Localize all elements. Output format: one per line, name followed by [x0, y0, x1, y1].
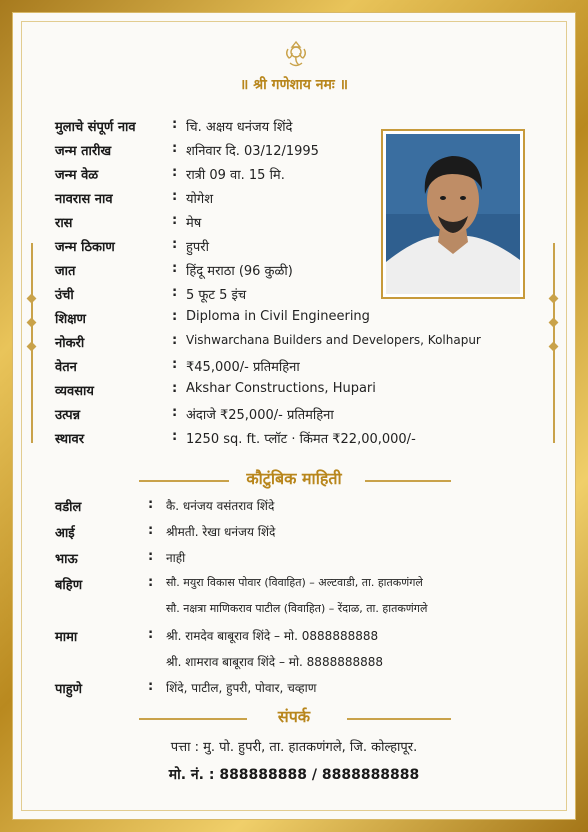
- address-text: पत्ता : मु. पो. हुपरी, ता. हातकणंगले, जि. कोल्हापूर.: [170, 740, 418, 755]
- family-value: शिंदे, पाटील, हुपरी, पोवार, चव्हाण: [166, 681, 317, 695]
- family-label: पाहुणे: [55, 682, 83, 697]
- biodata-sheet: [12, 12, 576, 820]
- detail-label: मुलाचे संपूर्ण नाव: [55, 120, 136, 135]
- detail-colon: :: [172, 213, 178, 228]
- detail-label: जन्म तारीख: [55, 144, 112, 159]
- family-label: बहिण: [55, 578, 83, 593]
- family-value: कै. धनंजय वसंतराव शिंदे: [166, 499, 275, 513]
- left-ornament: [27, 243, 37, 443]
- family-colon: :: [148, 627, 154, 642]
- detail-value: हुपरी: [186, 240, 209, 255]
- detail-value: Akshar Constructions, Hupari: [186, 381, 376, 396]
- right-ornament: [549, 243, 559, 443]
- detail-label: जन्म वेळ: [55, 168, 99, 183]
- family-value: श्री. शामराव बाबूराव शिंदे – मो. 8888888888: [166, 655, 384, 669]
- phone-text: मो. नं. : 888888888 / 8888888888: [168, 767, 420, 783]
- invocation-text: ॥ श्री गणेशाय नमः ॥: [239, 77, 349, 93]
- detail-value: मेष: [186, 216, 202, 231]
- family-value: सौ. नक्षत्रा माणिकराव पाटील (विवाहित) – रेंदाळ, ता. हातकणंगले: [166, 602, 428, 615]
- detail-colon: :: [172, 357, 178, 372]
- detail-label: जन्म ठिकाण: [55, 240, 115, 255]
- family-colon: :: [148, 497, 154, 512]
- detail-colon: :: [172, 381, 178, 396]
- detail-label: व्यवसाय: [55, 384, 94, 399]
- family-value: नाही: [166, 551, 186, 565]
- profile-photo: [386, 134, 520, 294]
- detail-label: स्थावर: [55, 432, 85, 447]
- detail-value: 5 फूट 5 इंच: [186, 288, 247, 303]
- detail-value: ₹45,000/- प्रतिमहिना: [186, 360, 300, 375]
- detail-value: Diploma in Civil Engineering: [186, 309, 370, 324]
- detail-label: शिक्षण: [55, 312, 86, 327]
- detail-colon: :: [172, 189, 178, 204]
- detail-colon: :: [172, 333, 178, 348]
- family-label: भाऊ: [55, 552, 78, 567]
- family-colon: :: [148, 575, 154, 590]
- detail-colon: :: [172, 165, 178, 180]
- detail-label: उंची: [55, 288, 74, 303]
- profile-photo-frame: [381, 129, 525, 299]
- detail-label: रास: [55, 216, 73, 231]
- family-label: मामा: [55, 630, 78, 645]
- family-value: श्रीमती. रेखा धनंजय शिंदे: [166, 525, 276, 539]
- detail-value: 1250 sq. ft. प्लॉट · किंमत ₹22,00,000/-: [186, 432, 416, 447]
- detail-colon: :: [172, 309, 178, 324]
- family-colon: :: [148, 523, 154, 538]
- detail-value: हिंदू मराठा (96 कुळी): [186, 264, 293, 279]
- detail-value: योगेश: [186, 192, 214, 207]
- detail-colon: :: [172, 429, 178, 444]
- ganesha-icon: [281, 39, 311, 69]
- detail-label: नावरास नाव: [55, 192, 113, 207]
- detail-label: जात: [55, 264, 76, 279]
- detail-colon: :: [172, 285, 178, 300]
- detail-colon: :: [172, 141, 178, 156]
- family-value: श्री. रामदेव बाबूराव शिंदे – मो. 0888888888: [166, 629, 379, 643]
- family-colon: :: [148, 679, 154, 694]
- contact-heading: संपर्क: [277, 707, 311, 726]
- family-value: सौ. मयुरा विकास पोवार (विवाहित) – अल्टवाडी, ता. हातकणंगले: [166, 576, 423, 589]
- detail-label: वेतन: [55, 360, 77, 375]
- detail-label: नोकरी: [55, 336, 85, 351]
- family-label: आई: [55, 526, 75, 541]
- detail-value: शनिवार दि. 03/12/1995: [186, 144, 319, 159]
- detail-label: उत्पन्न: [55, 408, 81, 423]
- detail-value: Vishwarchana Builders and Developers, Kolhapur: [186, 333, 481, 347]
- detail-colon: :: [172, 117, 178, 132]
- detail-colon: :: [172, 261, 178, 276]
- detail-colon: :: [172, 237, 178, 252]
- detail-value: चि. अक्षय धनंजय शिंदे: [186, 120, 293, 135]
- family-label: वडील: [55, 500, 82, 515]
- detail-value: अंदाजे ₹25,000/- प्रतिमहिना: [186, 408, 334, 423]
- family-colon: :: [148, 549, 154, 564]
- detail-value: रात्री 09 वा. 15 मि.: [186, 168, 285, 183]
- detail-colon: :: [172, 405, 178, 420]
- family-info-heading: कौटुंबिक माहिती: [246, 469, 342, 488]
